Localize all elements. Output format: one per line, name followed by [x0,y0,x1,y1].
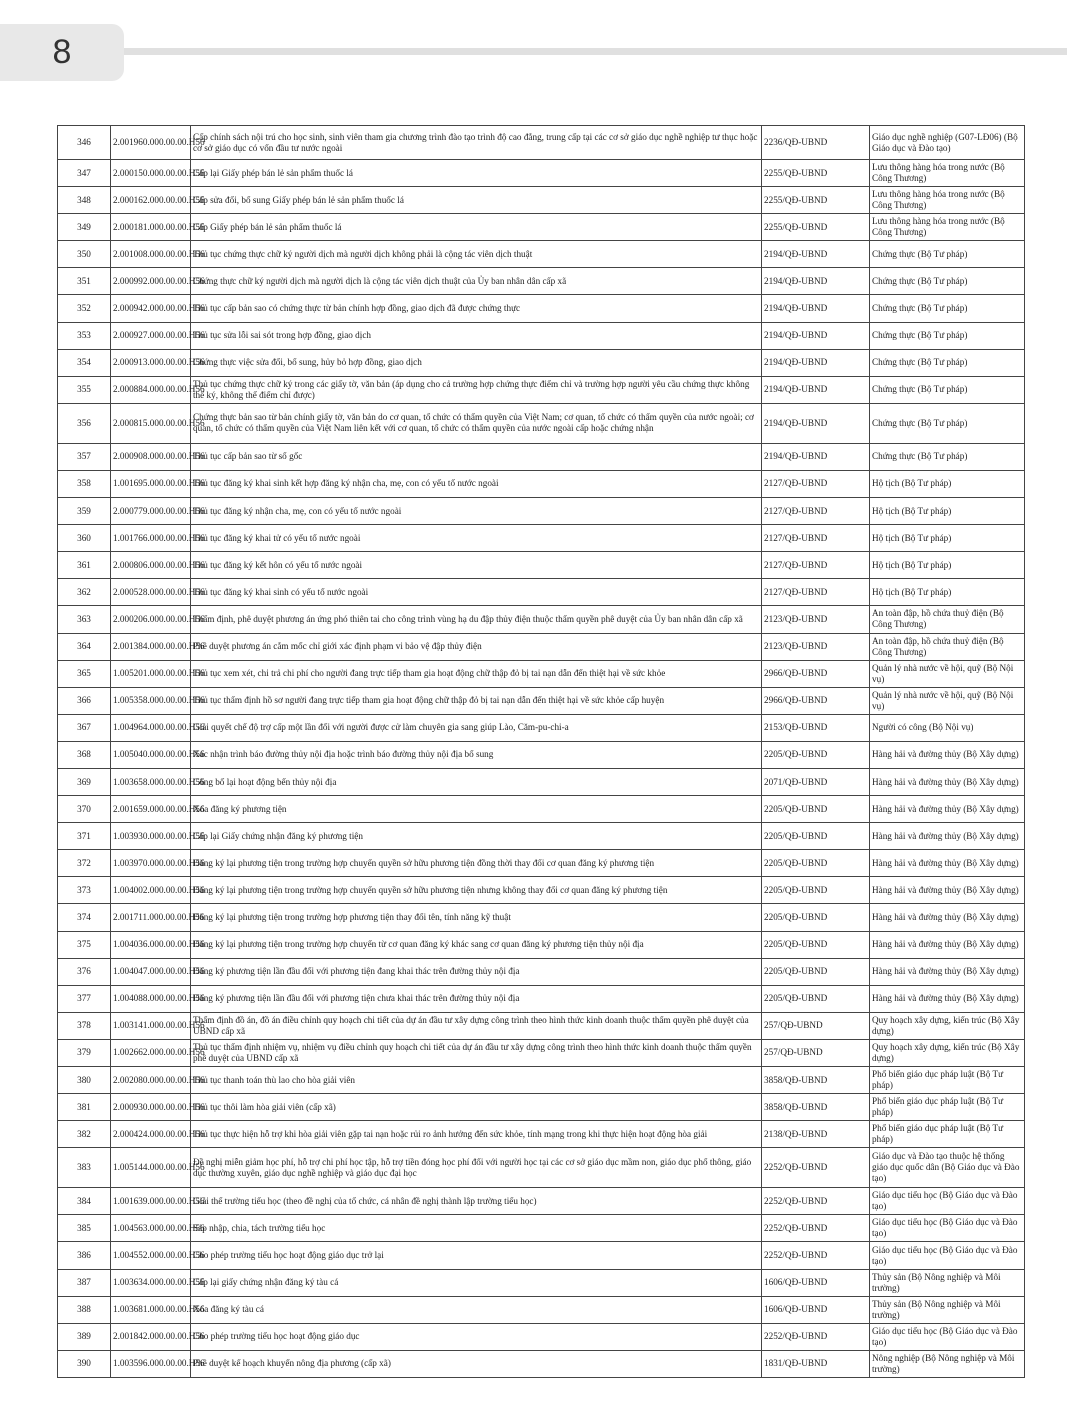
header-rule [124,48,1067,55]
procedure-field: Hàng hải và đường thủy (Bộ Xây dựng) [870,823,1025,850]
procedure-name: Thủ tục đăng ký khai tử có yếu tố nước ngoài [191,525,762,552]
procedure-name: Cấp Giấy phép bán lẻ sản phẩm thuốc lá [191,214,762,241]
decision-number: 2194/QĐ-UBND [762,443,870,470]
row-number: 385 [58,1215,111,1242]
procedure-field: Hàng hải và đường thủy (Bộ Xây dựng) [870,931,1025,958]
procedure-code: 2.000913.000.00.00.H56 [111,349,191,376]
procedure-name: Cho phép trường tiểu học hoạt động giáo dục trở lại [191,1242,762,1269]
table-row [58,1215,1025,1242]
procedure-field: Hàng hải và đường thủy (Bộ Xây dựng) [870,850,1025,877]
table-row [58,768,1025,795]
procedure-code: 1.004088.000.00.00.H56 [111,985,191,1012]
table-row [58,349,1025,376]
row-number: 358 [58,470,111,497]
procedure-field: Hàng hải và đường thủy (Bộ Xây dựng) [870,904,1025,931]
decision-number: 257/QĐ-UBND [762,1012,870,1039]
procedure-field: Hộ tịch (Bộ Tư pháp) [870,470,1025,497]
row-number: 373 [58,877,111,904]
procedure-name: Đăng ký lại phương tiện trong trường hợp chuyển quyền sở hữu phương tiện đồng thời thay đổi cơ quan đăng ký phương tiện [191,850,762,877]
decision-number: 2205/QĐ-UBND [762,823,870,850]
procedure-code: 2.001960.000.00.00.H56 [111,126,191,160]
row-number: 379 [58,1039,111,1066]
row-number: 364 [58,633,111,660]
row-number: 347 [58,160,111,187]
decision-number: 2205/QĐ-UBND [762,985,870,1012]
row-number: 371 [58,823,111,850]
row-number: 378 [58,1012,111,1039]
procedure-code: 1.005040.000.00.00.H56 [111,741,191,768]
procedure-name: Thủ tục xem xét, chi trả chi phí cho người đang trực tiếp tham gia hoạt động chữ thập đỏ bị tai nạn dẫn đến thiệt hại về sức khỏe [191,660,762,687]
decision-number: 2138/QĐ-UBND [762,1121,870,1148]
procedure-field: Hàng hải và đường thủy (Bộ Xây dựng) [870,796,1025,823]
table-row [58,633,1025,660]
decision-number: 2123/QĐ-UBND [762,633,870,660]
row-number: 381 [58,1094,111,1121]
table-row [58,796,1025,823]
procedure-name: Thủ tục đăng ký khai sinh có yếu tố nước ngoài [191,579,762,606]
procedure-field: Thủy sản (Bộ Nông nghiệp và Môi trường) [870,1296,1025,1323]
procedure-code: 2.001008.000.00.00.H56 [111,241,191,268]
procedure-field: Lưu thông hàng hóa trong nước (Bộ Công Thương) [870,160,1025,187]
table-row [58,552,1025,579]
table-row [58,1148,1025,1188]
row-number: 384 [58,1188,111,1215]
decision-number: 2255/QĐ-UBND [762,187,870,214]
decision-number: 1606/QĐ-UBND [762,1269,870,1296]
procedure-field: Hàng hải và đường thủy (Bộ Xây dựng) [870,958,1025,985]
procedure-name: Cấp lại Giấy phép bán lẻ sản phẩm thuốc lá [191,160,762,187]
decision-number: 2127/QĐ-UBND [762,498,870,525]
table-row [58,904,1025,931]
table-row [58,268,1025,295]
row-number: 359 [58,498,111,525]
procedure-field: Giáo dục tiểu học (Bộ Giáo dục và Đào tạo) [870,1242,1025,1269]
decision-number: 2194/QĐ-UBND [762,349,870,376]
table-row [58,1323,1025,1350]
row-number: 350 [58,241,111,268]
procedure-code: 2.000930.000.00.00.H56 [111,1094,191,1121]
table-row [58,579,1025,606]
table-row [58,850,1025,877]
decision-number: 2194/QĐ-UBND [762,241,870,268]
procedure-name: Giải quyết chế độ trợ cấp một lần đối với người được cử làm chuyên gia sang giúp Lào, Căm-pu-chi-a [191,714,762,741]
row-number: 383 [58,1148,111,1188]
row-number: 382 [58,1121,111,1148]
row-number: 370 [58,796,111,823]
procedure-name: Thẩm định, phê duyệt phương án ứng phó thiên tai cho công trình vùng hạ du đập thủy điện thuộc thẩm quyền phê duyệt của Ủy ban nhân dân cấp xã [191,606,762,633]
procedure-code: 1.005201.000.00.00.H56 [111,660,191,687]
table-row [58,241,1025,268]
decision-number: 2194/QĐ-UBND [762,268,870,295]
procedure-code: 2.000942.000.00.00.H56 [111,295,191,322]
procedure-field: Hộ tịch (Bộ Tư pháp) [870,579,1025,606]
procedure-name: Xác nhận trình báo đường thủy nội địa hoặc trình báo đường thủy nội địa bổ sung [191,741,762,768]
row-number: 388 [58,1296,111,1323]
procedure-field: Giáo dục nghề nghiệp (G07-LĐ06) (Bộ Giáo dục và Đào tạo) [870,126,1025,160]
procedure-name: Thủ tục đăng ký nhận cha, mẹ, con có yếu tố nước ngoài [191,498,762,525]
procedure-code: 2.000528.000.00.00.H56 [111,579,191,606]
procedure-table [57,125,1025,1378]
procedure-field: Phổ biến giáo dục pháp luật (Bộ Tư pháp) [870,1094,1025,1121]
procedure-name: Cấp lại Giấy chứng nhận đăng ký phương tiện [191,823,762,850]
procedure-code: 2.000992.000.00.00.H56 [111,268,191,295]
decision-number: 2205/QĐ-UBND [762,796,870,823]
table-row [58,931,1025,958]
decision-number: 2966/QĐ-UBND [762,687,870,714]
row-number: 353 [58,322,111,349]
table-row [58,1242,1025,1269]
procedure-field: Giáo dục tiểu học (Bộ Giáo dục và Đào tạo) [870,1323,1025,1350]
procedure-code: 2.001711.000.00.00.H56 [111,904,191,931]
decision-number: 2252/QĐ-UBND [762,1323,870,1350]
table-row [58,1094,1025,1121]
procedure-name: Thủ tục chứng thực chữ ký trong các giấy tờ, văn bản (áp dụng cho cả trường hợp chứng thực điểm chỉ và trường hợp người yêu cầu chứng thực không thể ký, không thể điểm chỉ được) [191,376,762,403]
row-number: 360 [58,525,111,552]
procedure-name: Cấp chính sách nội trú cho học sinh, sinh viên tham gia chương trình đào tạo trình độ cao đẳng, trung cấp tại các cơ sở giáo dục nghề nghiệp tư thục hoặc cơ sở giáo dục có vốn đầu tư nước ngoài [191,126,762,160]
row-number: 363 [58,606,111,633]
row-number: 357 [58,443,111,470]
procedure-name: Đăng ký lại phương tiện trong trường hợp chuyển từ cơ quan đăng ký khác sang cơ quan đăng ký phương tiện thủy nội địa [191,931,762,958]
decision-number: 3858/QĐ-UBND [762,1067,870,1094]
procedure-name: Thủ tục thẩm định hồ sơ người đang trực tiếp tham gia hoạt động chữ thập đỏ bị tai nạn dẫn đến thiệt hại về sức khỏe cấp huyện [191,687,762,714]
procedure-code: 1.005144.000.00.00.H56 [111,1148,191,1188]
table-row [58,498,1025,525]
row-number: 372 [58,850,111,877]
procedure-field: Phổ biến giáo dục pháp luật (Bộ Tư pháp) [870,1121,1025,1148]
procedure-field: Hàng hải và đường thủy (Bộ Xây dựng) [870,877,1025,904]
procedure-name: Đăng ký phương tiện lần đầu đối với phương tiện chưa khai thác trên đường thủy nội địa [191,985,762,1012]
table-row [58,823,1025,850]
procedure-code: 1.004563.000.00.00.H56 [111,1215,191,1242]
decision-number: 2127/QĐ-UBND [762,470,870,497]
row-number: 377 [58,985,111,1012]
procedure-name: Chứng thực chữ ký người dịch mà người dịch là cộng tác viên dịch thuật của Ủy ban nhân dân cấp xã [191,268,762,295]
procedure-field: Phổ biến giáo dục pháp luật (Bộ Tư pháp) [870,1067,1025,1094]
procedure-code: 2.000908.000.00.00.H56 [111,443,191,470]
procedure-field: Lưu thông hàng hóa trong nước (Bộ Công Thương) [870,187,1025,214]
procedure-field: Lưu thông hàng hóa trong nước (Bộ Công Thương) [870,214,1025,241]
row-number: 355 [58,376,111,403]
procedure-code: 2.001659.000.00.00.H56 [111,796,191,823]
row-number: 369 [58,768,111,795]
table-row [58,985,1025,1012]
decision-number: 3858/QĐ-UBND [762,1094,870,1121]
row-number: 386 [58,1242,111,1269]
procedure-name: Giải thể trường tiểu học (theo đề nghị của tổ chức, cá nhân đề nghị thành lập trường tiểu học) [191,1188,762,1215]
procedure-name: Phê duyệt kế hoạch khuyến nông địa phương (cấp xã) [191,1350,762,1377]
procedure-field: An toàn đập, hồ chứa thuỷ điện (Bộ Công Thương) [870,633,1025,660]
procedure-field: Chứng thực (Bộ Tư pháp) [870,349,1025,376]
decision-number: 2194/QĐ-UBND [762,376,870,403]
table-row [58,376,1025,403]
decision-number: 2205/QĐ-UBND [762,877,870,904]
decision-number: 2205/QĐ-UBND [762,741,870,768]
procedure-field: Hàng hải và đường thủy (Bộ Xây dựng) [870,768,1025,795]
procedure-code: 1.004002.000.00.00.H56 [111,877,191,904]
table-row [58,187,1025,214]
procedure-name: Chứng thực bản sao từ bản chính giấy tờ, văn bản do cơ quan, tổ chức có thẩm quyền của Việt Nam; cơ quan, tổ chức có thẩm quyền của nước ngoài; cơ quan, tổ chức có thẩm quyền của Việt Nam liên kết với cơ quan, tổ chức có thẩm quyền của nước ngoài cấp hoặc chứng nhận [191,403,762,443]
decision-number: 1606/QĐ-UBND [762,1296,870,1323]
table-row [58,660,1025,687]
procedure-code: 1.003596.000.00.00.H56 [111,1350,191,1377]
decision-number: 2123/QĐ-UBND [762,606,870,633]
procedure-name: Công bố lại hoạt động bến thủy nội địa [191,768,762,795]
table-row [58,687,1025,714]
table-row [58,1269,1025,1296]
procedure-code: 1.001695.000.00.00.H56 [111,470,191,497]
procedure-field: Chứng thực (Bộ Tư pháp) [870,241,1025,268]
table-row [58,126,1025,160]
procedure-field: Chứng thực (Bộ Tư pháp) [870,295,1025,322]
table-row [58,470,1025,497]
decision-number: 2127/QĐ-UBND [762,579,870,606]
procedure-field: Hàng hải và đường thủy (Bộ Xây dựng) [870,985,1025,1012]
page-number: 8 [52,33,72,71]
procedure-code: 1.003930.000.00.00.H56 [111,823,191,850]
row-number: 354 [58,349,111,376]
procedure-name: Đăng ký phương tiện lần đầu đối với phương tiện đang khai thác trên đường thủy nội địa [191,958,762,985]
table-row [58,295,1025,322]
procedure-code: 2.000884.000.00.00.H56 [111,376,191,403]
procedure-code: 1.004552.000.00.00.H56 [111,1242,191,1269]
procedure-code: 1.004047.000.00.00.H56 [111,958,191,985]
row-number: 374 [58,904,111,931]
procedure-name: Cho phép trường tiểu học hoạt động giáo dục [191,1323,762,1350]
row-number: 366 [58,687,111,714]
decision-number: 2205/QĐ-UBND [762,958,870,985]
procedure-name: Đăng ký lại phương tiện trong trường hợp chuyển quyền sở hữu phương tiện nhưng không thay đổi cơ quan đăng ký phương tiện [191,877,762,904]
procedure-name: Thủ tục chứng thực chữ ký người dịch mà người dịch không phải là cộng tác viên dịch thuật [191,241,762,268]
procedure-name: Thủ tục cấp bản sao từ sổ gốc [191,443,762,470]
decision-number: 2252/QĐ-UBND [762,1215,870,1242]
decision-number: 257/QĐ-UBND [762,1039,870,1066]
procedure-field: Hộ tịch (Bộ Tư pháp) [870,498,1025,525]
row-number: 375 [58,931,111,958]
table-row [58,214,1025,241]
procedure-field: Hộ tịch (Bộ Tư pháp) [870,525,1025,552]
procedure-field: Hộ tịch (Bộ Tư pháp) [870,552,1025,579]
table-row [58,443,1025,470]
procedure-field: Người có công (Bộ Nội vụ) [870,714,1025,741]
table-row [58,403,1025,443]
row-number: 348 [58,187,111,214]
table-row [58,1188,1025,1215]
procedure-code: 2.000181.000.00.00.H56 [111,214,191,241]
row-number: 346 [58,126,111,160]
decision-number: 2252/QĐ-UBND [762,1188,870,1215]
procedure-name: Cấp sửa đổi, bổ sung Giấy phép bán lẻ sản phẩm thuốc lá [191,187,762,214]
procedure-field: Thủy sản (Bộ Nông nghiệp và Môi trường) [870,1269,1025,1296]
procedure-field: Chứng thực (Bộ Tư pháp) [870,443,1025,470]
table-row [58,525,1025,552]
procedure-code: 1.003681.000.00.00.H56 [111,1296,191,1323]
table-row [58,1012,1025,1039]
row-number: 349 [58,214,111,241]
table-row [58,1350,1025,1377]
table-row [58,877,1025,904]
decision-number: 2127/QĐ-UBND [762,552,870,579]
procedure-field: Chứng thực (Bộ Tư pháp) [870,376,1025,403]
procedure-code: 1.003658.000.00.00.H56 [111,768,191,795]
table-row [58,714,1025,741]
table-row [58,160,1025,187]
table-row [58,1121,1025,1148]
procedure-code: 1.002662.000.00.00.H56 [111,1039,191,1066]
procedure-code: 1.004964.000.00.00.H56 [111,714,191,741]
row-number: 389 [58,1323,111,1350]
procedure-name: Thủ tục thanh toán thù lao cho hòa giải viên [191,1067,762,1094]
procedure-code: 2.000150.000.00.00.H56 [111,160,191,187]
procedure-name: Phê duyệt phương án cắm mốc chỉ giới xác định phạm vi bảo vệ đập thủy điện [191,633,762,660]
procedure-name: Thủ tục sửa lỗi sai sót trong hợp đồng, giao dịch [191,322,762,349]
row-number: 362 [58,579,111,606]
row-number: 351 [58,268,111,295]
procedure-code: 2.001384.000.00.00.H56 [111,633,191,660]
procedure-code: 2.000424.000.00.00.H56 [111,1121,191,1148]
table-row [58,322,1025,349]
table-row [58,1296,1025,1323]
procedure-name: Đề nghị miễn giảm học phí, hỗ trợ chi phí học tập, hỗ trợ tiền đóng học phí đối với người học tại các cơ sở giáo dục mầm non, giáo dục phổ thông, giáo dục thường xuyên, giáo dục nghề nghiệp và giáo dục đại học [191,1148,762,1188]
procedure-field: Nông nghiệp (Bộ Nông nghiệp và Môi trường) [870,1350,1025,1377]
row-number: 390 [58,1350,111,1377]
procedure-name: Sáp nhập, chia, tách trường tiểu học [191,1215,762,1242]
procedure-code: 2.000779.000.00.00.H56 [111,498,191,525]
decision-number: 2205/QĐ-UBND [762,904,870,931]
procedure-name: Thủ tục thôi làm hòa giải viên (cấp xã) [191,1094,762,1121]
procedure-code: 2.001842.000.00.00.H56 [111,1323,191,1350]
decision-number: 2252/QĐ-UBND [762,1242,870,1269]
procedure-name: Thủ tục thực hiện hỗ trợ khi hòa giải viên gặp tai nạn hoặc rủi ro ảnh hưởng đến sức khỏe, tính mạng trong khi thực hiện hoạt động hòa giải [191,1121,762,1148]
decision-number: 2194/QĐ-UBND [762,403,870,443]
procedure-code: 1.001639.000.00.00.H56 [111,1188,191,1215]
procedure-field: An toàn đập, hồ chứa thuỷ điện (Bộ Công Thương) [870,606,1025,633]
procedure-code: 2.000927.000.00.00.H56 [111,322,191,349]
procedure-field: Chứng thực (Bộ Tư pháp) [870,322,1025,349]
procedure-name: Thủ tục thẩm định nhiệm vụ, nhiệm vụ điều chỉnh quy hoạch chi tiết của dự án đầu tư xây dựng công trình theo hình thức kinh doanh thuộc thẩm quyền phê duyệt của UBND cấp xã [191,1039,762,1066]
decision-number: 1831/QĐ-UBND [762,1350,870,1377]
procedure-name: Thủ tục cấp bản sao có chứng thực từ bản chính hợp đồng, giao dịch đã được chứng thực [191,295,762,322]
decision-number: 2194/QĐ-UBND [762,295,870,322]
procedure-code: 1.004036.000.00.00.H56 [111,931,191,958]
procedure-field: Giáo dục tiểu học (Bộ Giáo dục và Đào tạo) [870,1188,1025,1215]
procedure-field: Giáo dục và Đào tạo thuộc hệ thống giáo dục quốc dân (Bộ Giáo dục và Đào tạo) [870,1148,1025,1188]
decision-number: 2255/QĐ-UBND [762,214,870,241]
procedure-code: 2.000815.000.00.00.H56 [111,403,191,443]
procedure-table-body [58,126,1025,1378]
table-row [58,1039,1025,1066]
decision-number: 2966/QĐ-UBND [762,660,870,687]
procedure-code: 1.005358.000.00.00.H56 [111,687,191,714]
procedure-field: Hàng hải và đường thủy (Bộ Xây dựng) [870,741,1025,768]
row-number: 367 [58,714,111,741]
decision-number: 2205/QĐ-UBND [762,931,870,958]
procedure-code: 1.001766.000.00.00.H56 [111,525,191,552]
procedure-field: Chứng thực (Bộ Tư pháp) [870,403,1025,443]
table-row [58,606,1025,633]
row-number: 361 [58,552,111,579]
procedure-field: Quy hoạch xây dựng, kiến trúc (Bộ Xây dựng) [870,1039,1025,1066]
procedure-name: Chứng thực việc sửa đổi, bổ sung, hủy bỏ hợp đồng, giao dịch [191,349,762,376]
row-number: 352 [58,295,111,322]
table-row [58,741,1025,768]
row-number: 368 [58,741,111,768]
row-number: 356 [58,403,111,443]
procedure-name: Thủ tục đăng ký khai sinh kết hợp đăng ký nhận cha, mẹ, con có yếu tố nước ngoài [191,470,762,497]
procedure-code: 2.000806.000.00.00.H56 [111,552,191,579]
procedure-code: 1.003970.000.00.00.H56 [111,850,191,877]
procedure-code: 1.003141.000.00.00.H56 [111,1012,191,1039]
decision-number: 2153/QĐ-UBND [762,714,870,741]
table-row [58,958,1025,985]
procedure-name: Xóa đăng ký phương tiện [191,796,762,823]
decision-number: 2127/QĐ-UBND [762,525,870,552]
procedure-field: Giáo dục tiểu học (Bộ Giáo dục và Đào tạo) [870,1215,1025,1242]
procedure-field: Quản lý nhà nước về hội, quỹ (Bộ Nội vụ) [870,660,1025,687]
decision-number: 2252/QĐ-UBND [762,1148,870,1188]
procedure-name: Đăng ký lại phương tiện trong trường hợp phương tiện thay đổi tên, tính năng kỹ thuật [191,904,762,931]
procedure-field: Chứng thực (Bộ Tư pháp) [870,268,1025,295]
row-number: 365 [58,660,111,687]
procedure-name: Cấp lại giấy chứng nhận đăng ký tàu cá [191,1269,762,1296]
table-row [58,1067,1025,1094]
procedure-name: Thẩm định đồ án, đồ án điều chỉnh quy hoạch chi tiết của dự án đầu tư xây dựng công trình theo hình thức kinh doanh thuộc thẩm quyền phê duyệt của UBND cấp xã [191,1012,762,1039]
row-number: 376 [58,958,111,985]
procedure-name: Xóa đăng ký tàu cá [191,1296,762,1323]
procedure-field: Quy hoạch xây dựng, kiến trúc (Bộ Xây dựng) [870,1012,1025,1039]
row-number: 387 [58,1269,111,1296]
procedure-code: 2.000206.000.00.00.H56 [111,606,191,633]
procedure-name: Thủ tục đăng ký kết hôn có yếu tố nước ngoài [191,552,762,579]
procedure-code: 2.002080.000.00.00.H56 [111,1067,191,1094]
procedure-field: Quản lý nhà nước về hội, quỹ (Bộ Nội vụ) [870,687,1025,714]
row-number: 380 [58,1067,111,1094]
procedure-code: 1.003634.000.00.00.H56 [111,1269,191,1296]
decision-number: 2255/QĐ-UBND [762,160,870,187]
decision-number: 2205/QĐ-UBND [762,850,870,877]
decision-number: 2194/QĐ-UBND [762,322,870,349]
procedure-code: 2.000162.000.00.00.H56 [111,187,191,214]
decision-number: 2071/QĐ-UBND [762,768,870,795]
decision-number: 2236/QĐ-UBND [762,126,870,160]
